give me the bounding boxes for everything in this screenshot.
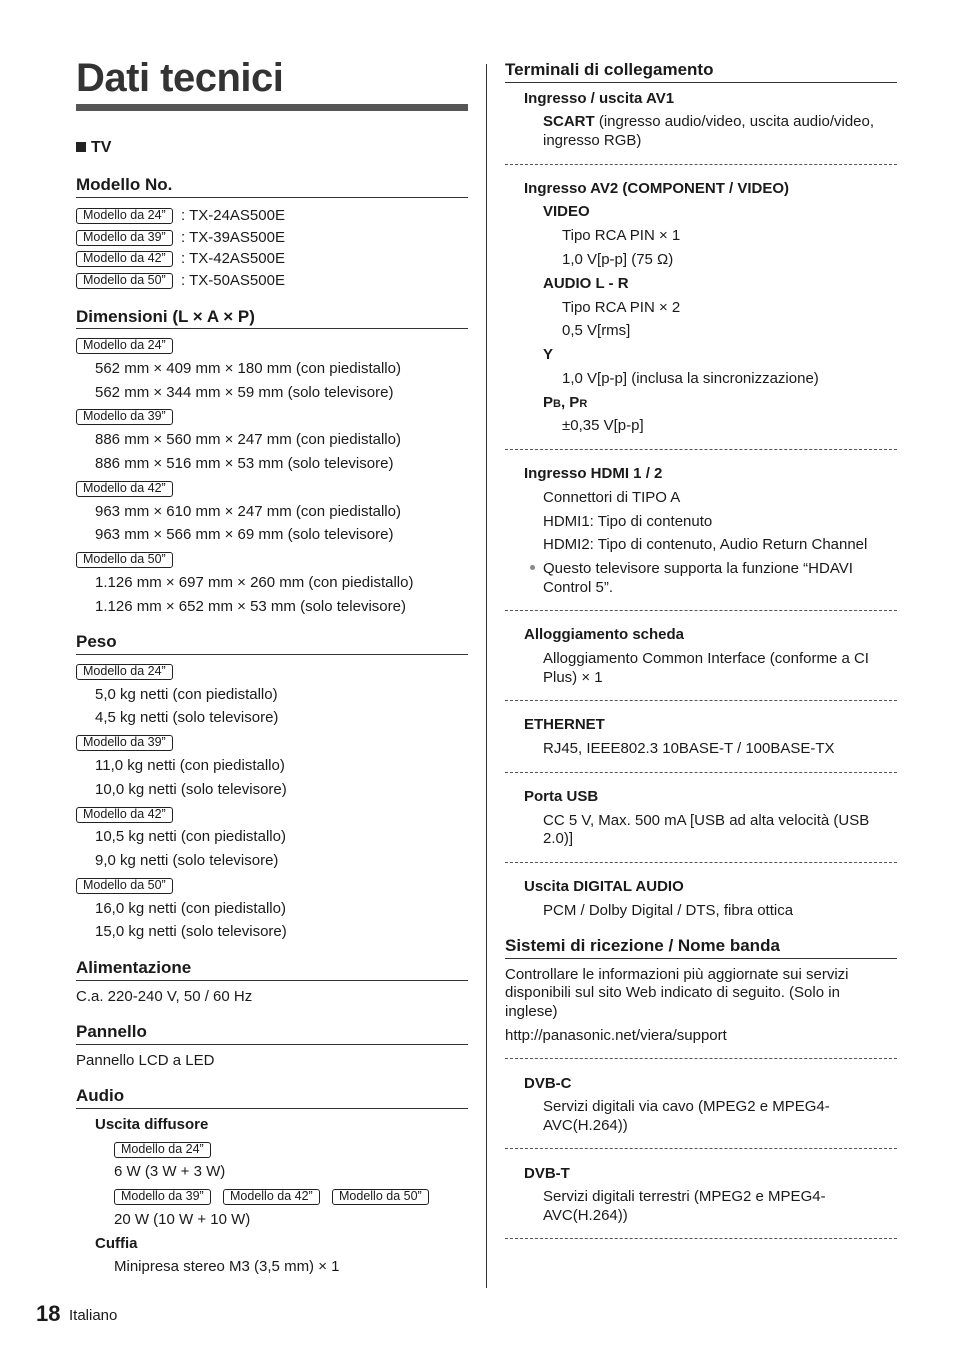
separator-dash [505, 700, 897, 701]
video-label: VIDEO [543, 203, 590, 220]
audio-badge-39: Modello da 39” [114, 1189, 211, 1205]
audio-badge-50: Modello da 50” [332, 1189, 429, 1205]
model-number-24: : TX-24AS500E [181, 207, 285, 224]
alimentazione-text: C.a. 220-240 V, 50 / 60 Hz [76, 988, 253, 1005]
peso-24-line-1: 5,0 kg netti (con piedistallo) [95, 686, 278, 703]
ethernet-label: ETHERNET [524, 716, 605, 733]
separator-dash [505, 1058, 897, 1059]
av2-label: Ingresso AV2 (COMPONENT / VIDEO) [524, 180, 790, 197]
dim-42-line-1: 963 mm × 610 mm × 247 mm (con piedistallo) [95, 503, 401, 520]
hdmi-line-1: Connettori di TIPO A [543, 489, 681, 506]
peso-rule [76, 654, 468, 655]
hdmi-line-3: HDMI2: Tipo di contenuto, Audio Return Channel [543, 536, 868, 553]
model-badge-50: Modello da 50” [76, 273, 173, 289]
usb-line-2: 2.0)] [543, 830, 574, 847]
scart-label: SCART [543, 113, 595, 130]
dim-42-line-2: 963 mm × 566 mm × 69 mm (solo televisore) [95, 526, 394, 543]
audio-lr-line-2: 0,5 V[rms] [562, 322, 631, 339]
scheda-label: Alloggiamento scheda [524, 626, 685, 643]
peso-badge-24: Modello da 24” [76, 664, 173, 680]
audio-badge-24: Modello da 24” [114, 1142, 211, 1158]
ethernet-text: RJ45, IEEE802.3 10BASE-T / 100BASE-TX [543, 740, 835, 757]
video-line-1: Tipo RCA PIN × 1 [562, 227, 681, 244]
dim-badge-24: Modello da 24” [76, 338, 173, 354]
audio-value-big: 20 W (10 W + 10 W) [114, 1211, 251, 1228]
hdmi-note-line-1: Questo televisore supporta la funzione “HDAVI [543, 560, 853, 577]
sistemi-text-1: Controllare le informazioni più aggiornate sui servizi [505, 966, 849, 983]
square-bullet-icon [76, 142, 86, 152]
separator-dash [505, 1148, 897, 1149]
separator-dash [505, 449, 897, 450]
model-badge-39: Modello da 39” [76, 230, 173, 246]
separator-dash [505, 772, 897, 773]
support-url[interactable]: http://panasonic.net/viera/support [505, 1027, 727, 1044]
dim-badge-50: Modello da 50” [76, 552, 173, 568]
dvbt-line-2: AVC(H.264)) [543, 1207, 628, 1224]
dim-39-line-2: 886 mm × 516 mm × 53 mm (solo televisore) [95, 455, 394, 472]
av1-label: Ingresso / uscita AV1 [524, 90, 675, 107]
dim-badge-42: Modello da 42” [76, 481, 173, 497]
audio-badge-42: Modello da 42” [223, 1189, 320, 1205]
audio-lr-label: AUDIO L - R [543, 275, 629, 292]
scheda-line-1: Alloggiamento Common Interface (conforme a CI [543, 650, 869, 667]
separator-dash [505, 862, 897, 863]
alimentazione-heading: Alimentazione [76, 958, 192, 977]
digital-audio-text: PCM / Dolby Digital / DTS, fibra ottica [543, 902, 794, 919]
y-line-1: 1,0 V[p-p] (inclusa la sincronizzazione) [562, 370, 819, 387]
peso-badge-50: Modello da 50” [76, 878, 173, 894]
peso-42-line-2: 9,0 kg netti (solo televisore) [95, 852, 279, 869]
audio-heading: Audio [76, 1086, 125, 1105]
sistemi-rule [505, 958, 897, 959]
separator-dash [505, 1238, 897, 1239]
peso-39-line-1: 11,0 kg netti (con piedistallo) [95, 757, 285, 774]
scart-text: (ingresso audio/video, uscita audio/video, [594, 113, 875, 130]
dim-badge-39: Modello da 39” [76, 409, 173, 425]
sistemi-text-3: inglese) [505, 1003, 558, 1020]
page-title: Dati tecnici [76, 56, 284, 100]
usb-label: Porta USB [524, 788, 599, 805]
dvbc-line-2: AVC(H.264)) [543, 1117, 628, 1134]
peso-50-line-1: 16,0 kg netti (con piedistallo) [95, 900, 286, 917]
hdmi-note-line-2: Control 5”. [543, 579, 614, 596]
pbpr-label: PB, PR [543, 394, 588, 411]
peso-badge-42: Modello da 42” [76, 807, 173, 823]
dvbt-label: DVB-T [524, 1165, 570, 1182]
scheda-line-2: Plus) × 1 [543, 669, 603, 686]
model-badge-42: Modello da 42” [76, 251, 173, 267]
peso-50-line-2: 15,0 kg netti (solo televisore) [95, 923, 287, 940]
dvbc-line-1: Servizi digitali via cavo (MPEG2 e MPEG4- [543, 1098, 830, 1115]
section-label-tv: TV [76, 139, 111, 157]
model-number-50: : TX-50AS500E [181, 272, 285, 289]
hdmi-label: Ingresso HDMI 1 / 2 [524, 465, 663, 482]
pannello-text: Pannello LCD a LED [76, 1052, 215, 1069]
audio-lr-line-1: Tipo RCA PIN × 2 [562, 299, 681, 316]
dvbc-label: DVB-C [524, 1075, 572, 1092]
separator-dash [505, 610, 897, 611]
pbpr-line-1: ±0,35 V[p-p] [562, 417, 644, 434]
dim-24-line-1: 562 mm × 409 mm × 180 mm (con piedistallo) [95, 360, 401, 377]
peso-42-line-1: 10,5 kg netti (con piedistallo) [95, 828, 286, 845]
alimentazione-rule [76, 980, 468, 981]
pannello-heading: Pannello [76, 1022, 147, 1041]
scart-line-1 [543, 113, 874, 131]
bullet-icon [530, 565, 535, 570]
model-number-42: : TX-42AS500E [181, 250, 285, 267]
dim-50-line-1: 1.126 mm × 697 mm × 260 mm (con piedistallo) [95, 574, 414, 591]
title-underline [76, 104, 468, 111]
page-number: 18 [36, 1301, 61, 1326]
scart-line-2: ingresso RGB) [543, 132, 642, 149]
hdmi-line-2: HDMI1: Tipo di contenuto [543, 513, 713, 530]
pannello-rule [76, 1044, 468, 1045]
audio-rule [76, 1108, 468, 1109]
column-divider [486, 64, 487, 1288]
footer-language: Italiano [69, 1307, 118, 1324]
sistemi-text-2: disponibili sul sito Web indicato di seguito. (Solo in [505, 984, 840, 1001]
video-line-2: 1,0 V[p-p] (75 Ω) [562, 251, 674, 268]
y-label: Y [543, 346, 554, 363]
peso-heading: Peso [76, 632, 117, 651]
uscita-diffusore-label: Uscita diffusore [95, 1116, 209, 1133]
modello-rule [76, 197, 468, 198]
dvbt-line-1: Servizi digitali terrestri (MPEG2 e MPEG4- [543, 1188, 826, 1205]
dimensioni-rule [76, 328, 468, 329]
dim-50-line-2: 1.126 mm × 652 mm × 53 mm (solo televisore) [95, 598, 406, 615]
usb-line-1: CC 5 V, Max. 500 mA [USB ad alta velocità (USB [543, 812, 870, 829]
sistemi-heading: Sistemi di ricezione / Nome banda [505, 936, 780, 955]
model-badge-24: Modello da 24” [76, 208, 173, 224]
terminali-rule [505, 82, 897, 83]
peso-badge-39: Modello da 39” [76, 735, 173, 751]
digital-audio-label: Uscita DIGITAL AUDIO [524, 878, 684, 895]
peso-24-line-2: 4,5 kg netti (solo televisore) [95, 709, 279, 726]
peso-39-line-2: 10,0 kg netti (solo televisore) [95, 781, 287, 798]
dim-24-line-2: 562 mm × 344 mm × 59 mm (solo televisore) [95, 384, 394, 401]
model-number-39: : TX-39AS500E [181, 229, 285, 246]
dimensioni-heading: Dimensioni (L × A × P) [76, 307, 255, 326]
cuffia-value: Minipresa stereo M3 (3,5 mm) × 1 [114, 1258, 340, 1275]
cuffia-label: Cuffia [95, 1235, 138, 1252]
audio-value-24: 6 W (3 W + 3 W) [114, 1163, 226, 1180]
separator-dash [505, 164, 897, 165]
terminali-heading: Terminali di collegamento [505, 60, 714, 79]
dim-39-line-1: 886 mm × 560 mm × 247 mm (con piedistallo) [95, 431, 401, 448]
modello-heading: Modello No. [76, 175, 173, 194]
